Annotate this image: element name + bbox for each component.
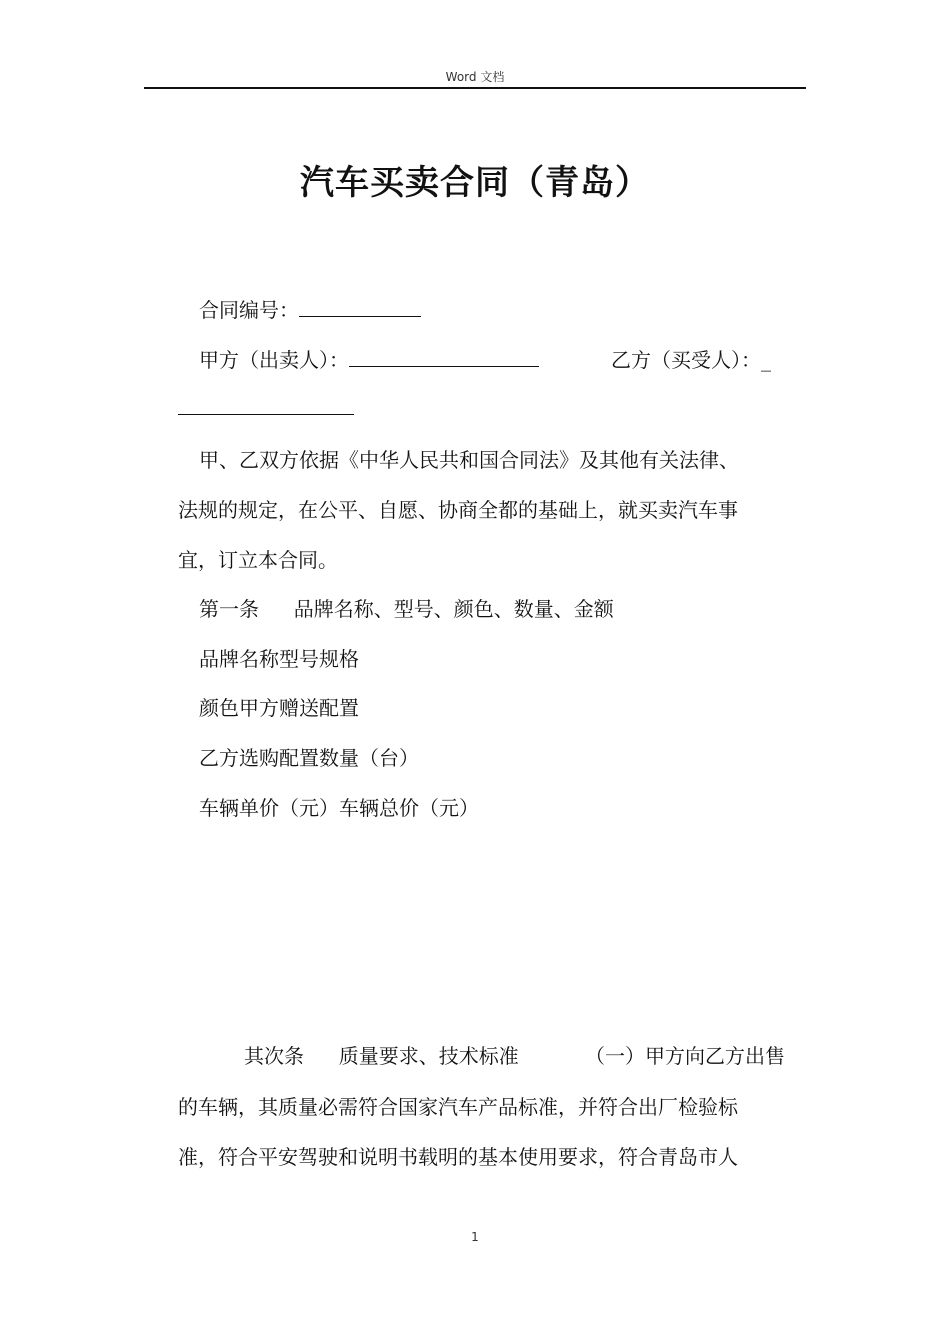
party-a-line [199,346,539,374]
article-1-heading [199,595,614,623]
party-a-label: 甲方（出卖人）： [199,348,349,372]
party-b-line [611,346,771,374]
page-number: 1 [471,1230,479,1244]
party-b-blank-line [178,394,354,422]
header-divider [144,87,806,89]
party-b-underscore: _ [761,348,771,372]
article-1-number: 第一条 [199,597,259,621]
contract-number-blank [299,296,421,317]
page-header: Word 文档 [445,70,505,84]
item-price: 车辆单价（元）车辆总价（元） [199,796,479,820]
article-2-line-3: 准，符合平安驾驶和说明书载明的基本使用要求，符合青岛市人 [178,1145,738,1169]
intro-line-1: 甲、乙双方依据《中华人民共和国合同法》及其他有关法律、 [199,448,739,472]
item-optional: 乙方选购配置数量（台） [199,746,419,770]
contract-number-line [199,296,421,324]
party-b-label: 乙方（买受人）： [611,348,761,372]
article-1-title: 品牌名称、型号、颜色、数量、金额 [293,597,614,621]
item-color: 颜色甲方赠送配置 [199,696,359,720]
document-title: 汽车买卖合同（青岛） [300,163,650,203]
intro-line-3: 宜，订立本合同。 [178,548,338,572]
article-2-number: 其次条 [244,1044,304,1068]
party-b-blank [178,394,354,415]
intro-line-2: 法规的规定，在公平、自愿、协商全都的基础上，就买卖汽车事 [178,498,738,522]
party-a-blank [349,346,539,367]
article-2-line-2: 的车辆，其质量必需符合国家汽车产品标准，并符合出厂检验标 [178,1095,738,1119]
article-2-title: 质量要求、技术标准 [338,1044,519,1068]
item-brand: 品牌名称型号规格 [199,647,359,671]
contract-number-label: 合同编号： [199,298,299,322]
article-2-heading [244,1042,519,1070]
article-2-clause-1: （一）甲方向乙方出售 [585,1044,785,1068]
